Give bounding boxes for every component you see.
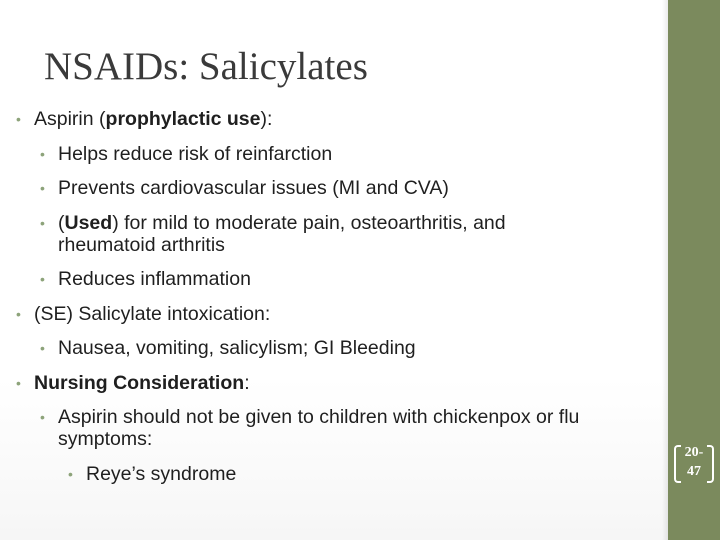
bullet-dot: •	[68, 465, 73, 482]
bullet-text: Aspirin should not be given to children with chickenpox or flu symptoms:	[58, 406, 580, 450]
bullet-text	[34, 108, 656, 130]
sub-bullet-pain	[16, 212, 656, 256]
text-segment: ):	[260, 108, 273, 130]
bullet-text: Reduces inflammation	[58, 268, 251, 290]
bullet-dot: •	[40, 340, 45, 356]
page-number	[668, 440, 720, 486]
text-segment: Aspirin (	[34, 108, 106, 130]
bullet-dot: •	[40, 409, 45, 425]
sub-bullet-reinfarction	[16, 143, 656, 165]
bullet-dot: •	[16, 111, 21, 127]
bullet-text	[34, 372, 656, 394]
text-segment: ) for mild to moderate pain, osteoarthritis, and rheumatoid arthritis	[58, 211, 506, 256]
bold-segment: Used	[64, 211, 113, 234]
sub-bullet-cardiovascular	[16, 177, 656, 199]
sub-bullet-nausea	[16, 337, 656, 359]
bold-segment: prophylactic use	[105, 108, 261, 130]
slide-title: NSAIDs: Salicylates	[44, 45, 368, 88]
page-number-text	[668, 443, 720, 481]
bullet-dot: •	[40, 271, 45, 287]
bullet-aspirin	[16, 108, 656, 130]
bullet-text: Prevents cardiovascular issues (MI and CVA)	[58, 177, 449, 199]
bullet-dot: •	[16, 305, 21, 322]
bold-segment: Nursing Consideration	[34, 371, 245, 394]
bullet-dot: •	[40, 214, 45, 231]
sub-bullet-children	[16, 406, 656, 450]
bullet-dot: •	[16, 374, 21, 391]
sub-bullet-inflammation	[16, 268, 656, 290]
sub-sub-bullet-reyes	[16, 463, 656, 485]
bullet-side-effects	[16, 303, 656, 325]
page-number-line1: 20-	[684, 445, 704, 460]
bullet-text: Helps reduce risk of reinfarction	[58, 142, 333, 165]
bullet-list	[16, 108, 656, 497]
bullet-text	[58, 212, 578, 256]
bullet-text: Reye’s syndrome	[86, 462, 237, 485]
text-segment: (	[58, 211, 65, 234]
bullet-text: (SE) Salicylate intoxication:	[34, 302, 271, 325]
bullet-dot: •	[40, 145, 45, 162]
bullet-text: Nausea, vomiting, salicylism; GI Bleeding	[58, 337, 416, 359]
text-segment: :	[244, 371, 250, 394]
page-number-line2: 47	[687, 464, 701, 479]
bullet-nursing	[16, 372, 656, 394]
bullet-dot: •	[40, 180, 45, 196]
